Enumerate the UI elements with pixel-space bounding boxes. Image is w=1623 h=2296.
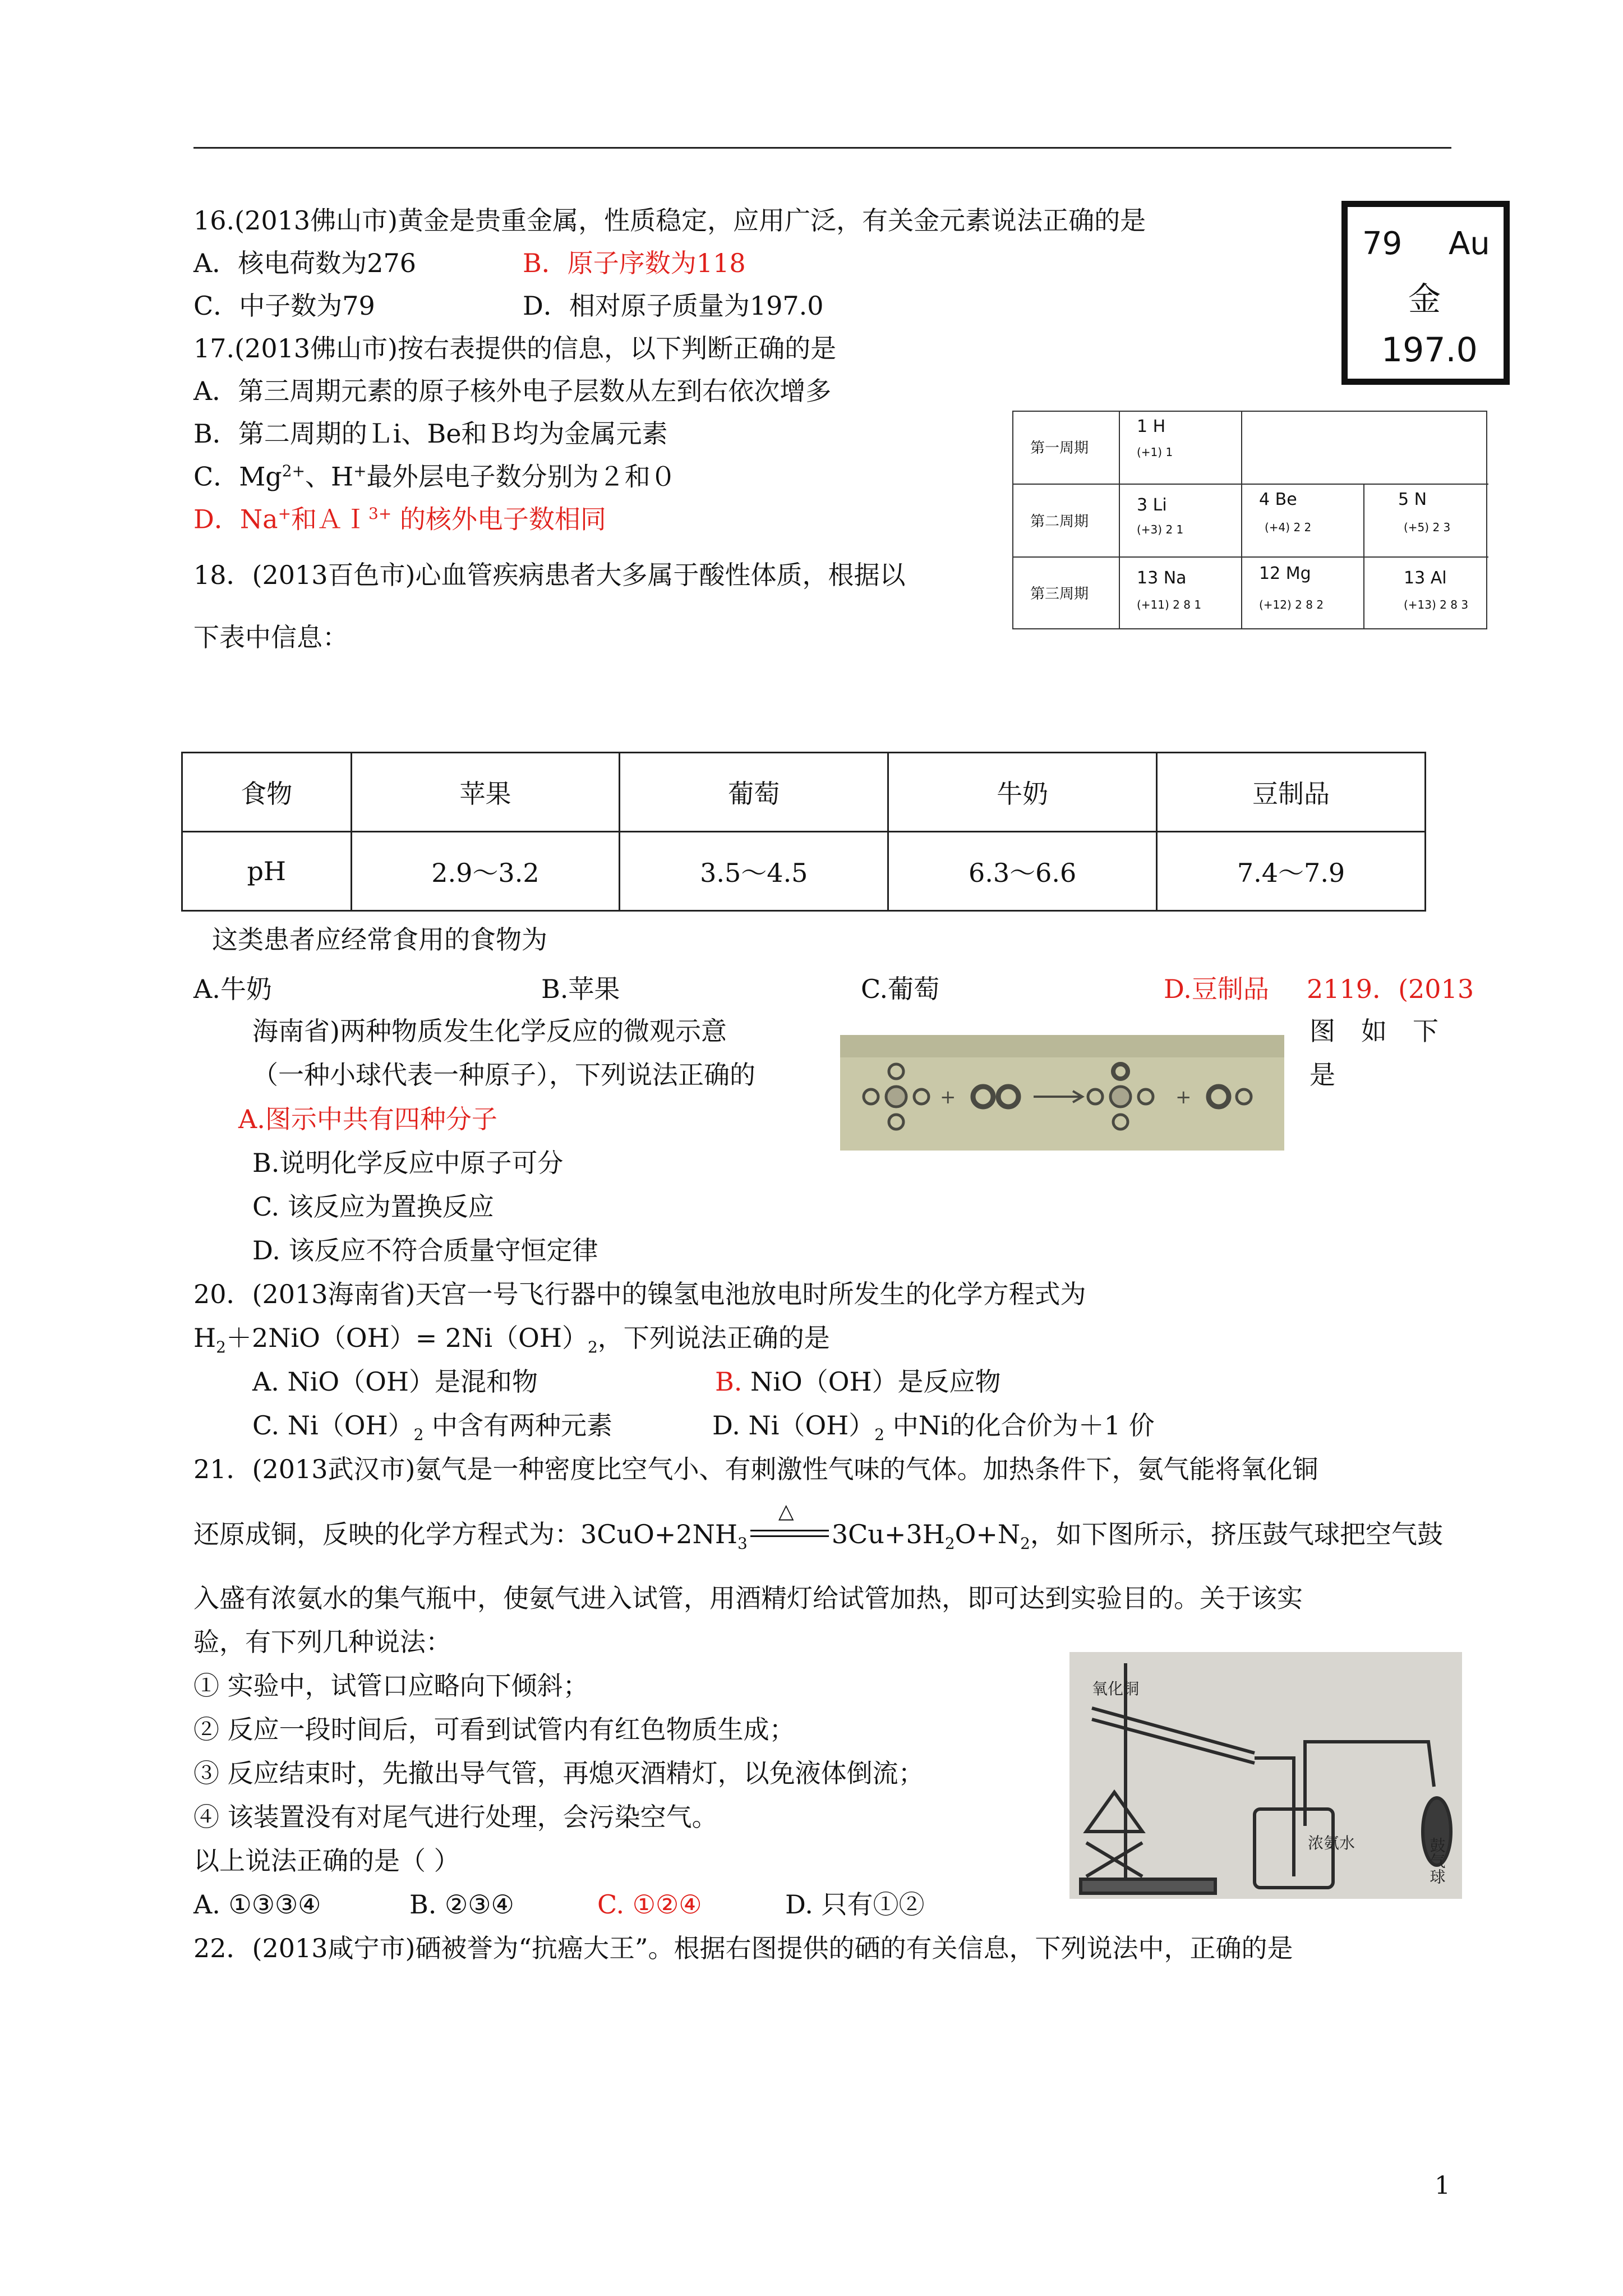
q16-option-a: A．核电荷数为276: [193, 248, 417, 278]
q19-line1-right: 图 如 下: [1310, 1016, 1438, 1046]
apparatus-label-cuo: 氧化铜: [1092, 1680, 1140, 1698]
q17-option-d: D．Na+和ＡＩ$^{3+}$ 的核外电子数相同: [193, 504, 606, 535]
table-cell: 豆制品: [1157, 753, 1426, 832]
q17-option-c: C．$Mg^{2+}$、H+最外层电子数分别为２和０: [193, 461, 676, 492]
table-cell: pH: [182, 832, 352, 911]
gold-element-box: [1341, 201, 1510, 385]
q19-line2-right: 是: [1310, 1060, 1335, 1090]
q21-option-d: D. 只有①②: [785, 1889, 925, 1920]
apparatus-label-bulb: 鼓气球: [1427, 1837, 1446, 1884]
cell-na-label: 13 Na: [1137, 568, 1187, 588]
q16-option-d: D．相对原子质量为197.0: [523, 291, 824, 321]
table-row: [182, 753, 1426, 832]
cell-h-atom: (+1) 1: [1137, 445, 1173, 459]
row-label-period-1: 第一周期: [1030, 440, 1089, 457]
q16-option-c: C．中子数为79: [193, 291, 375, 321]
page-number: 1: [1435, 2171, 1450, 2200]
periodic-table-excerpt: [1012, 411, 1487, 629]
q20-option-a: A. NiO（OH）是混和物: [252, 1366, 538, 1397]
q19-option-a: A.图示中共有四种分子: [238, 1104, 497, 1134]
table-cell: 2.9～3.2: [351, 832, 620, 911]
table-row: [182, 832, 1426, 911]
q20-option-b: B. NiO（OH）是反应物: [715, 1366, 1001, 1397]
q17-option-b: B．第二周期的Ｌi、Be和Ｂ均为金属元素: [193, 418, 668, 449]
q19-option-d: D. 该反应不符合质量守恒定律: [252, 1235, 598, 1266]
q22-stem: 22．(2013咸宁市)硒被誉为“抗癌大王”。根据右图提供的硒的有关信息，下列说法中，正确的是: [193, 1933, 1293, 1963]
table-cell: 食物: [182, 753, 352, 832]
svg-text:+: +: [940, 1086, 956, 1108]
q17-stem: 17.(2013佛山市)按右表提供的信息，以下判断正确的是: [193, 333, 837, 364]
q21-stem-line4: 验，有下列几种说法：: [193, 1627, 451, 1657]
q18-stem-line1: 18．(2013百色市)心血管疾病患者大多属于酸性体质，根据以: [193, 560, 906, 590]
apparatus-image: [1069, 1652, 1462, 1899]
q19-line1: 海南省)两种物质发生化学反应的微观示意: [252, 1016, 727, 1046]
q21-option-a: A. ①③③④: [193, 1889, 321, 1920]
cell-li-atom: (+3) 2 1: [1137, 523, 1184, 536]
q20-equation: $H_2+2NiO(OH)= 2Ni(OH)_2$，下列说法正确的是: [193, 1323, 830, 1357]
gold-mass: 197.0: [1381, 330, 1478, 370]
reaction-diagram-image: [840, 1035, 1284, 1151]
q16-stem: 16.(2013佛山市)黄金是贵重金属，性质稳定，应用广泛，有关金元素说法正确的是: [193, 205, 1146, 236]
header-rule: [193, 147, 1451, 149]
table-cell: 苹果: [351, 753, 620, 832]
q21-statement-1: ① 实验中，试管口应略向下倾斜；: [193, 1671, 589, 1701]
q20-stem: 20．(2013海南省)天宫一号飞行器中的镍氢电池放电时所发生的化学方程式为: [193, 1279, 1086, 1309]
gold-symbol: Au: [1449, 226, 1490, 262]
cell-be-atom: (+4) 2 2: [1265, 521, 1312, 534]
q18-after: 这类患者应经常食用的食物为: [212, 924, 547, 955]
q18-option-b: B.苹果: [541, 974, 620, 1004]
q18-option-a: A.牛奶: [193, 974, 272, 1004]
table-cell: 7.4～7.9: [1157, 832, 1426, 911]
cell-be-label: 4 Be: [1259, 490, 1297, 509]
cell-na-atom: (+11) 2 8 1: [1137, 598, 1202, 611]
row-label-period-2: 第二周期: [1030, 513, 1089, 530]
cell-mg-atom: (+12) 2 8 2: [1259, 598, 1324, 611]
gold-atomic-number: 79: [1362, 226, 1403, 262]
q21-statement-2: ② 反应一段时间后，可看到试管内有红色物质生成；: [193, 1714, 795, 1745]
q21-statement-4: ④ 该装置没有对尾气进行处理，会污染空气。: [193, 1802, 718, 1832]
cell-al-atom: (+13) 2 8 3: [1404, 598, 1469, 611]
q18-option-d: D.豆制品: [1164, 974, 1269, 1004]
table-cell: 葡萄: [620, 753, 888, 832]
cell-n-atom: (+5) 2 3: [1404, 521, 1451, 534]
q21-statement-3: ③ 反应结束时，先撤出导气管，再熄灭酒精灯，以免液体倒流；: [193, 1758, 924, 1788]
q19-option-c: C. 该反应为置换反应: [252, 1191, 494, 1222]
cell-al-label: 13 Al: [1404, 568, 1447, 588]
q17-option-a: A．第三周期元素的原子核外电子层数从左到右依次增多: [193, 376, 832, 406]
cell-h-label: 1 H: [1137, 417, 1166, 436]
q20-option-c: C. $Ni(OH)_2$ 中含有两种元素: [252, 1410, 613, 1444]
row-label-period-3: 第三周期: [1030, 586, 1089, 602]
q21-stem-line2: 还原成铜，反映的化学方程式为：$3CuO+2NH_3$ △ $3Cu+3H_2O+N_2$，如下图所示，挤压鼓气球把空气鼓: [193, 1500, 1443, 1553]
svg-text:+: +: [1175, 1086, 1192, 1108]
gold-name: 金: [1408, 280, 1441, 318]
table-cell: 6.3～6.6: [888, 832, 1157, 911]
q19-number-text: 2119．(2013: [1307, 974, 1474, 1004]
cell-mg-label: 12 Mg: [1259, 564, 1311, 583]
cell-li-label: 3 Li: [1137, 495, 1167, 515]
q18-option-c: C.葡萄: [861, 974, 940, 1004]
q18-stem-line2: 下表中信息：: [193, 622, 348, 652]
q21-stem-line1: 21．(2013武汉市)氨气是一种密度比空气小、有刺激性气味的气体。加热条件下，氨气能将氧化铜: [193, 1454, 1318, 1484]
q21-ask: 以上说法正确的是（ ）: [193, 1846, 460, 1876]
q21-option-b: B. ②③④: [409, 1889, 514, 1920]
apparatus-label-ammonia: 浓氨水: [1308, 1834, 1355, 1852]
reaction-arrow-heat: △: [748, 1525, 832, 1548]
table-cell: 牛奶: [888, 753, 1157, 832]
q19-line2: （一种小球代表一种原子），下列说法正确的: [252, 1060, 755, 1090]
q21-stem-line3: 入盛有浓氨水的集气瓶中，使氨气进入试管，用酒精灯给试管加热，即可达到实验目的。关于该实: [193, 1583, 1303, 1613]
q16-option-b: B．原子序数为118: [523, 248, 746, 278]
q19-option-b: B.说明化学反应中原子可分: [252, 1148, 564, 1178]
q21-option-c: C. ①②④: [597, 1889, 702, 1920]
cell-n-label: 5 N: [1398, 490, 1427, 509]
q20-option-d: D. $Ni(OH)_2$ 中Ni的化合价为＋1 价: [712, 1410, 1155, 1444]
q19-number: [1307, 976, 1474, 1002]
ph-table: [181, 752, 1426, 912]
table-cell: 3.5～4.5: [620, 832, 888, 911]
